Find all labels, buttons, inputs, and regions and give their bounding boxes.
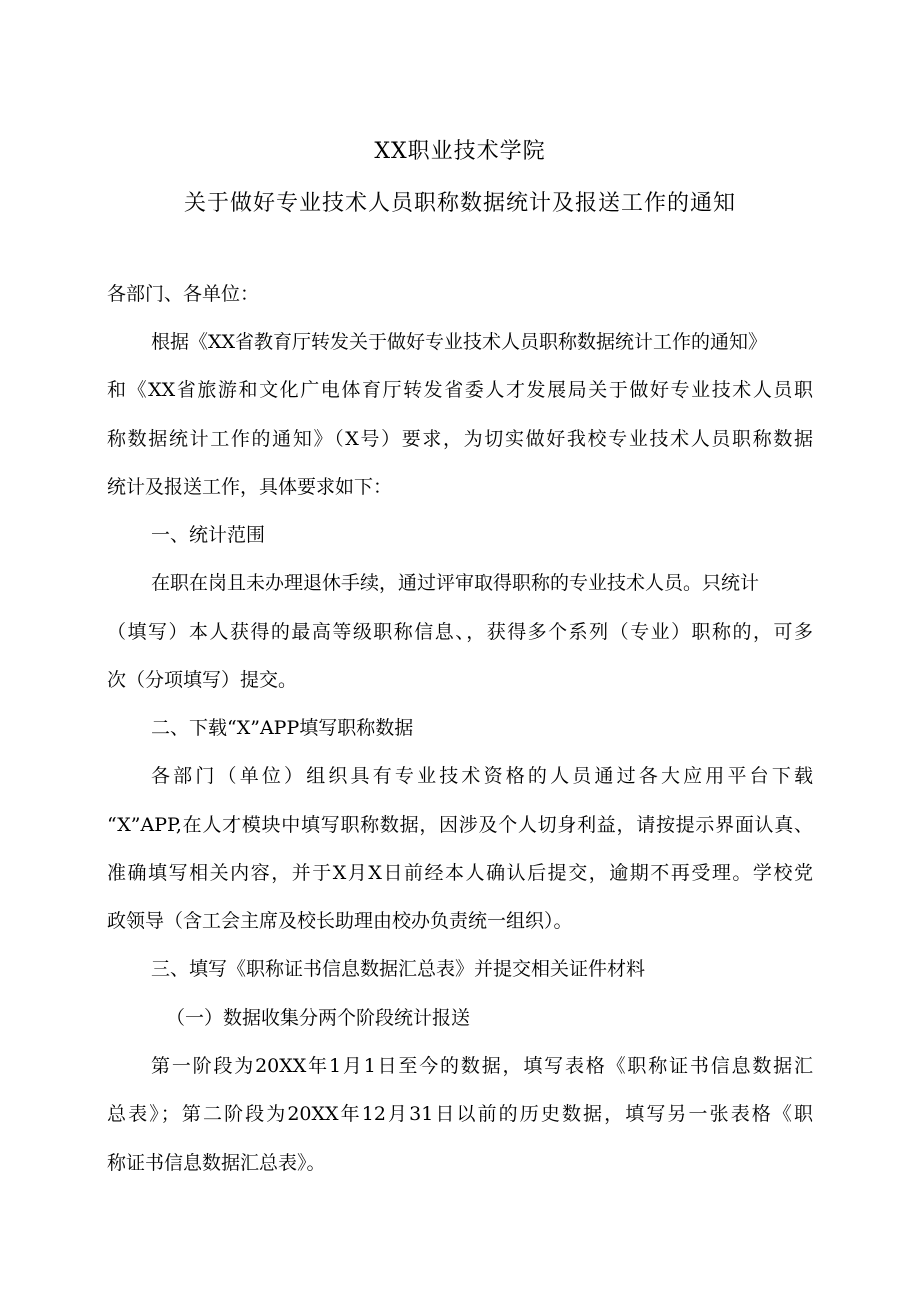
paragraph-line: 称数据统计工作的通知》（X号）要求，为切实做好我校专业技术人员职称数据 (107, 428, 813, 450)
paragraph-line: 统计及报送工作，具体要求如下： (107, 476, 393, 498)
paragraph-line: 第一阶段为20XX年1月1日至今的数据，填写表格《职称证书信息数据汇 (151, 1055, 813, 1077)
document-title-subject: 关于做好专业技术人员职称数据统计及报送工作的通知 (183, 191, 736, 216)
paragraph-line: 在职在岗且未办理退休手续，通过评审取得职称的专业技术人员。只统计 (151, 572, 760, 594)
paragraph-line: 根据《XX省教育厅转发关于做好专业技术人员职称数据统计工作的通知》 (151, 331, 768, 353)
paragraph-line: “X”APP,在人才模块中填写职称数据，因涉及个人切身利益，请按提示界面认真、 (107, 814, 813, 836)
section-heading-scope: 一、统计范围 (151, 524, 266, 546)
section-heading-form: 三、填写《职称证书信息数据汇总表》并提交相关证件材料 (151, 958, 646, 980)
salutation: 各部门、各单位： (107, 283, 260, 305)
paragraph-line: 次（分项填写）提交。 (107, 669, 298, 691)
subsection-heading-stages: （一）数据收集分两个阶段统计报送 (166, 1007, 471, 1029)
paragraph-line: 和《XX省旅游和文化广电体育厅转发省委人才发展局关于做好专业技术人员职 (107, 379, 813, 401)
section-heading-download: 二、下载“X”APP填写职称数据 (151, 717, 414, 739)
paragraph-line: 称证书信息数据汇总表》。 (107, 1152, 326, 1174)
paragraph-line: 准确填写相关内容，并于X月X日前经本人确认后提交，逾期不再受理。学校党 (107, 862, 813, 884)
paragraph-line: 总表》；第二阶段为20XX年12月31日以前的历史数据，填写另一张表格《职 (107, 1103, 813, 1125)
document-title-school: XX职业技术学院 (374, 139, 546, 164)
paragraph-line: 政领导（含工会主席及校长助理由校办负责统一组织）。 (107, 910, 573, 932)
paragraph-line: 各部门（单位）组织具有专业技术资格的人员通过各大应用平台下载 (151, 765, 813, 787)
paragraph-line: （填写）本人获得的最高等级职称信息、，获得多个系列（专业）职称的，可多 (107, 621, 813, 643)
